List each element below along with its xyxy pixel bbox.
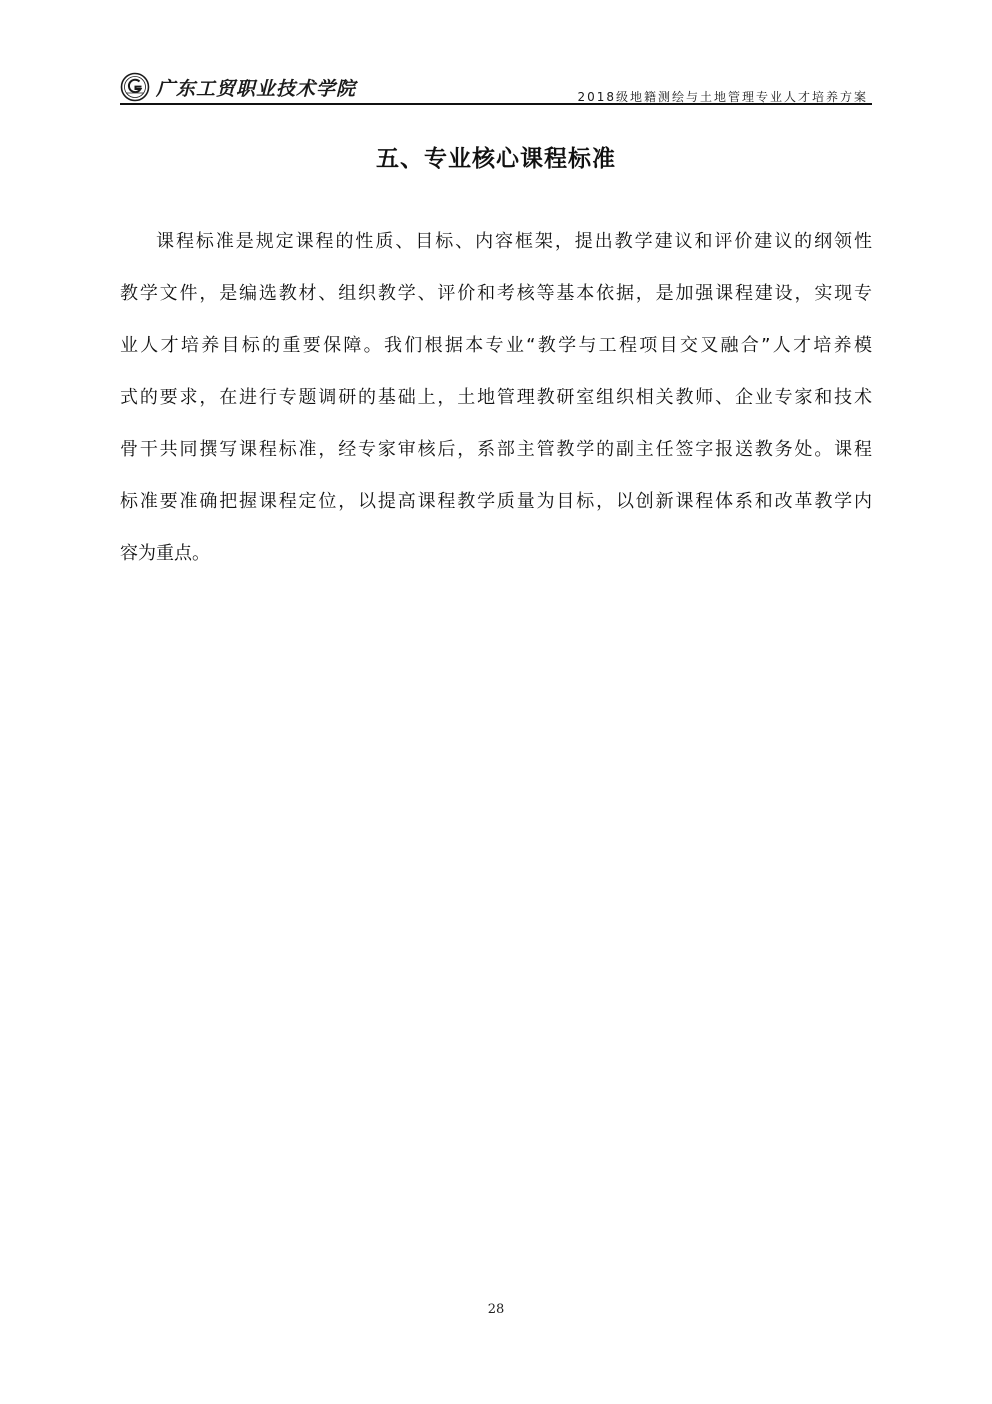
header-divider bbox=[120, 103, 872, 105]
school-emblem-icon bbox=[120, 72, 150, 102]
paragraph-line: 骨干共同撰写课程标准，经专家审核后，系部主管教学的副主任签字报送教务处。课程 bbox=[120, 439, 872, 460]
document-title: 2018级地籍测绘与土地管理专业人才培养方案 bbox=[577, 90, 868, 104]
page-number: 28 bbox=[487, 1302, 505, 1317]
page-header bbox=[120, 70, 872, 106]
section-heading: 五、专业核心课程标准 bbox=[376, 146, 616, 172]
school-logo bbox=[120, 70, 356, 104]
paragraph-line: 容为重点。 bbox=[120, 543, 210, 564]
paragraph-line: 式的要求，在进行专题调研的基础上，土地管理教研室组织相关教师、企业专家和技术 bbox=[120, 387, 872, 408]
paragraph-line: 课程标准是规定课程的性质、目标、内容框架，提出教学建议和评价建议的纲领性 bbox=[156, 231, 872, 252]
school-name: 广东工贸职业技术学院 bbox=[156, 77, 357, 100]
paragraph-line: 教学文件，是编选教材、组织教学、评价和考核等基本依据，是加强课程建设，实现专 bbox=[120, 283, 872, 304]
paragraph-line: 业人才培养目标的重要保障。我们根据本专业“教学与工程项目交叉融合”人才培养模 bbox=[120, 335, 872, 356]
paragraph-line: 标准要准确把握课程定位，以提高课程教学质量为目标，以创新课程体系和改革教学内 bbox=[120, 491, 872, 512]
body-paragraph bbox=[120, 216, 872, 580]
